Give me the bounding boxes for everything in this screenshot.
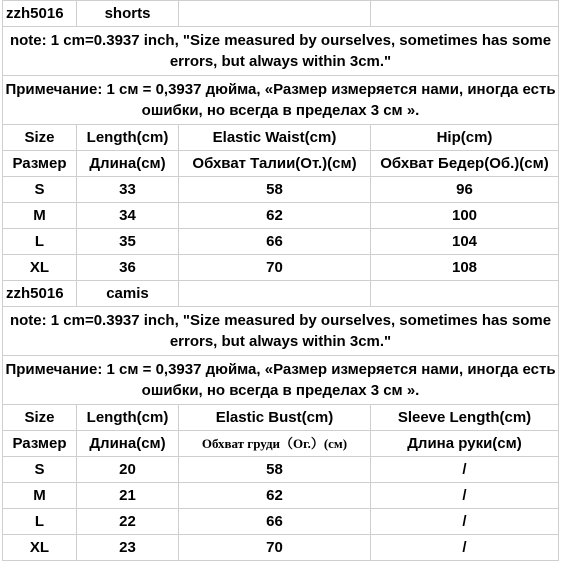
length-cell: 20 [77,457,179,483]
hip-cell: 104 [371,229,559,255]
size-cell: S [3,177,77,203]
sleeve-cell: / [371,483,559,509]
hip-cell: 108 [371,255,559,281]
size-cell: L [3,229,77,255]
size-cell: S [3,457,77,483]
header-bust-ru: Обхват груди（Ог.）(см) [179,431,371,457]
note-ru-row [3,356,559,405]
header-row-ru [3,431,559,457]
size-cell: L [3,509,77,535]
length-cell: 33 [77,177,179,203]
hip-cell: 100 [371,203,559,229]
header-length: Length(cm) [77,125,179,151]
sleeve-cell: / [371,457,559,483]
header-bust: Elastic Bust(cm) [179,405,371,431]
size-chart-table [2,0,559,561]
header-size: Size [3,405,77,431]
bust-cell: 62 [179,483,371,509]
size-cell: XL [3,535,77,561]
waist-cell: 70 [179,255,371,281]
header-length-ru: Длина(см) [77,431,179,457]
product-header-row [3,1,559,27]
header-length: Length(cm) [77,405,179,431]
product-code-cell: zzh5016 [3,281,77,307]
length-cell: 35 [77,229,179,255]
header-size-ru: Размер [3,151,77,177]
bust-cell: 66 [179,509,371,535]
header-waist: Elastic Waist(cm) [179,125,371,151]
waist-cell: 66 [179,229,371,255]
note-english: note: 1 cm=0.3937 inch, "Size measured by ourselves, sometimes has some errors, but always within 3cm." [3,27,559,76]
note-english: note: 1 cm=0.3937 inch, "Size measured by ourselves, sometimes has some errors, but always within 3cm." [3,307,559,356]
waist-cell: 62 [179,203,371,229]
length-cell: 34 [77,203,179,229]
sleeve-cell: / [371,509,559,535]
header-size-ru: Размер [3,431,77,457]
size-cell: XL [3,255,77,281]
size-row [3,203,559,229]
size-cell: M [3,203,77,229]
waist-cell: 58 [179,177,371,203]
length-cell: 36 [77,255,179,281]
note-russian: Примечание: 1 см = 0,3937 дюйма, «Размер измеряется нами, иногда есть ошибки, но всегда в пределах 3 см ». [3,76,559,125]
note-en-row [3,27,559,76]
note-en-row [3,307,559,356]
header-row-en [3,125,559,151]
bust-cell: 70 [179,535,371,561]
empty-cell [179,1,371,27]
header-hip: Hip(cm) [371,125,559,151]
product-code-cell: zzh5016 [3,1,77,27]
size-row [3,509,559,535]
size-row [3,535,559,561]
length-cell: 21 [77,483,179,509]
size-cell: M [3,483,77,509]
header-row-en [3,405,559,431]
product-name-cell: shorts [77,1,179,27]
header-size: Size [3,125,77,151]
header-waist-ru: Обхват Талии(От.)(см) [179,151,371,177]
size-row [3,457,559,483]
product-header-row [3,281,559,307]
header-sleeve-ru: Длина руки(см) [371,431,559,457]
size-row [3,483,559,509]
product-name-cell: camis [77,281,179,307]
bust-cell: 58 [179,457,371,483]
size-row [3,229,559,255]
header-sleeve: Sleeve Length(cm) [371,405,559,431]
length-cell: 22 [77,509,179,535]
note-ru-row [3,76,559,125]
header-length-ru: Длина(см) [77,151,179,177]
size-row [3,177,559,203]
size-row [3,255,559,281]
empty-cell [179,281,371,307]
header-row-ru [3,151,559,177]
hip-cell: 96 [371,177,559,203]
empty-cell [371,1,559,27]
note-russian: Примечание: 1 см = 0,3937 дюйма, «Размер измеряется нами, иногда есть ошибки, но всегда в пределах 3 см ». [3,356,559,405]
empty-cell [371,281,559,307]
length-cell: 23 [77,535,179,561]
sleeve-cell: / [371,535,559,561]
header-hip-ru: Обхват Бедер(Об.)(см) [371,151,559,177]
